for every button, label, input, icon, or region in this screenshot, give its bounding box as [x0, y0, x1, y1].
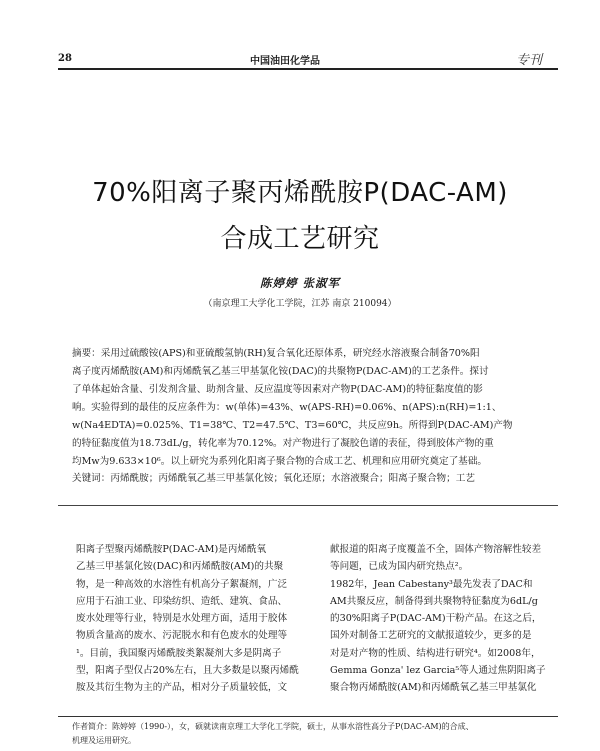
footnote-line: 机理及运用研究。: [72, 736, 136, 745]
body-line: Gemma Gonza' lez Garcia⁵等人通过焦阴阳离子: [330, 665, 546, 677]
abstract-line: 的特征黏度值为18.73dL/g，转化率为70.12%。对产物进行了凝胶色谱的表征，得到胶体产物的重: [72, 438, 494, 449]
footnote: [72, 720, 474, 748]
section-tag: 专刊: [515, 53, 542, 68]
body-left-column: [76, 541, 308, 697]
footnote-line: 作者简介：陈婷婷（1990-），女，硕就读南京理工大学化工学院，硕士，从事水溶性高分子P(DAC-AM)的合成、: [72, 722, 474, 731]
body-line: AM共聚反应，制备得到共聚物特征黏度为6dL/g: [330, 595, 538, 607]
body-line: ¹。目前，我国聚丙烯酰胺类絮凝剂大多是阴离子: [76, 647, 282, 659]
body-line: 应用于石油工业、印染纺织、造纸、建筑、食品、: [76, 595, 288, 607]
body-line: 对是对产物的性质、结构进行研究⁴。如2008年，: [330, 647, 541, 659]
body-line: 废水处理等行业，特别是水处理方面，适用于胶体: [76, 613, 288, 625]
body-line: 1982年，Jean Cabestany³最先发表了DAC和: [330, 578, 533, 590]
section-divider: [58, 505, 558, 506]
page-number: 28: [58, 53, 72, 64]
footnote-rule: [58, 716, 558, 717]
body-line: 型，阳离子型仅占20%左右，且大多数是以聚丙烯酰: [76, 665, 299, 677]
abstract-line: 响。实验得到的最佳的反应条件为：w(单体)=43%、w(APS-RH)=0.06%、n(APS):n(RH)=1:1、: [72, 402, 502, 413]
title-line-2: 合成工艺研究: [220, 224, 380, 254]
body-line: 国外对制备工艺研究的文献报道较少，更多的是: [330, 630, 532, 642]
body-right-column: [330, 541, 562, 697]
body-line: 献报道的阳离子度覆盖不全，固体产物溶解性较差: [330, 544, 542, 555]
body-line: 物，是一种高效的水溶性有机高分子絮凝剂，广泛: [76, 578, 288, 590]
affiliation: （南京理工大学化工学院，江苏 南京 210094）: [203, 299, 397, 309]
abstract: [72, 345, 550, 471]
authors: 陈婷婷 张淑军: [259, 276, 340, 290]
keywords: 关键词：丙烯酰胺；丙烯酰氧乙基三甲基氯化铵；氧化还原；水溶液聚合；阳离子聚合物；工艺: [72, 473, 475, 484]
abstract-line: 了单体起始含量、引发剂含量、助剂含量、反应温度等因素对产物P(DAC-AM)的特征黏度值的影: [72, 384, 483, 395]
body-line: 的30%阳离子P(DAC-AM)干粉产品。在这之后，: [330, 613, 542, 625]
abstract-line: 均Mw为9.633×10⁶。以上研究为系列化阳离子聚合物的合成工艺、机理和应用研究奠定了基础。: [72, 456, 487, 467]
body-line: 物质含量高的废水、污泥脱水和有色废水的处理等: [76, 630, 288, 642]
header-rule: [58, 68, 558, 70]
title-line-1: 70%阳离子聚丙烯酰胺P(DAC-AM): [92, 178, 508, 208]
body-line: 聚合物丙烯酰胺(AM)和丙烯酰氧乙基三甲基氯化: [330, 682, 537, 694]
body-line: 胺及其衍生物为主的产品，相对分子质量较低，文: [76, 682, 288, 694]
body-line: 阳离子型聚丙烯酰胺P(DAC-AM)是丙烯酰氧: [76, 544, 267, 555]
body-line: 乙基三甲基氯化铵(DAC)和丙烯酰胺(AM)的共聚: [76, 561, 284, 573]
abstract-line: w(Na4EDTA)=0.025%、T1=38℃、T2=47.5℃、T3=60℃，共反应9h。所得到P(DAC-AM)产物: [72, 420, 513, 431]
body-line: 等问题，已成为国内研究热点²。: [330, 561, 469, 573]
abstract-line: 离子度丙烯酰胺(AM)和丙烯酰氧乙基三甲基氯化铵(DAC)的共聚物P(DAC-AM)的工艺条件。探讨: [72, 366, 489, 377]
abstract-line: 摘要：采用过硫酸铵(APS)和亚硫酸氢钠(RH)复合氧化还原体系，研究经水溶液聚合制备70%阳: [72, 348, 480, 359]
journal-name: 中国油田化学品: [250, 56, 320, 67]
